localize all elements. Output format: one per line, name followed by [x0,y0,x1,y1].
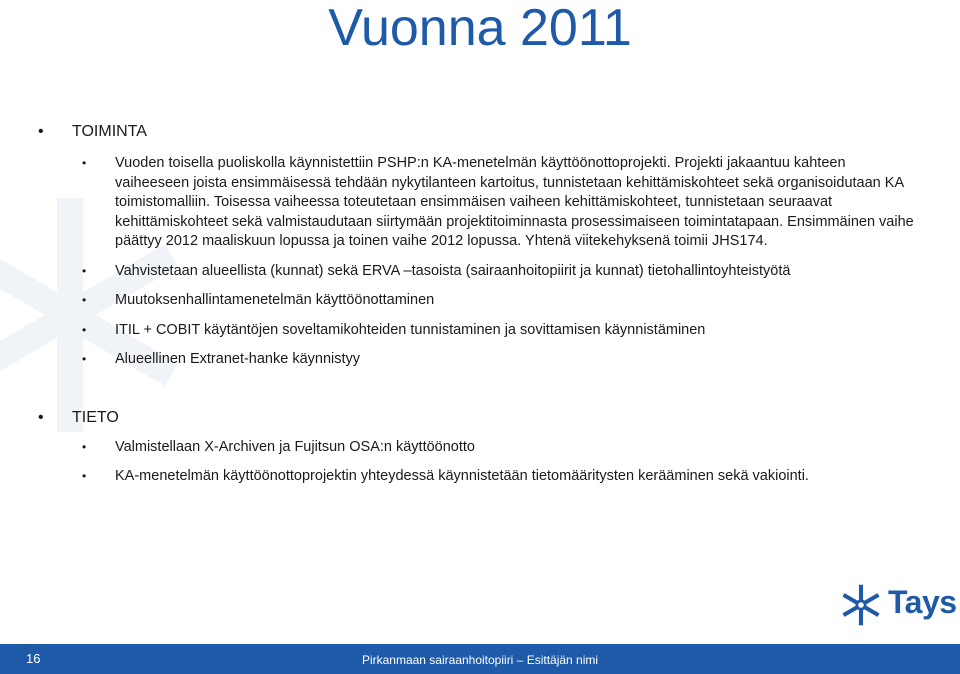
tays-logo [838,580,957,630]
list-item [38,291,918,311]
list-item-text: Muutoksenhallintamenetelmän käyttöönottaminen [115,292,435,308]
bullet: • [82,322,87,337]
list-item [38,350,918,370]
bullet: • [82,352,87,366]
footer-bar [0,644,960,674]
bullet: • [38,408,44,426]
list-item-text: Vahvistetaan alueellista (kunnat) sekä ERVA –tasoista (sairaanhoitopiirit ja kunnat) tietohallintoyhteistyötä [115,262,791,279]
logo-text: Tays [888,584,957,620]
bullet: • [82,263,87,278]
list-item-text: Alueellinen Extranet-hanke käynnistyy [115,351,361,367]
list-item-text: KA-menetelmän käyttöönottoprojektin yhteydessä käynnistetään tietomääritysten kerääminen sekä vakiointi. [115,468,809,484]
list-item [38,154,918,252]
list-item [38,467,918,487]
list-item-text: Valmistellaan X-Archiven ja Fujitsun OSA:n käyttöönotto [115,438,475,455]
section-heading-toiminta [38,122,918,142]
bullet: • [38,123,44,140]
slide-content [38,122,918,487]
page-number: 16 [26,651,41,666]
list-item [38,262,918,282]
section-heading-label: TIETO [72,408,119,426]
list-item-text: Vuoden toisella puoliskolla käynnistettiin PSHP:n KA-menetelmän käyttöönottoprojekti. Projekti jakaantuu kahteen vaiheeseen joista ensimmäisessä tehdään nykytilanteen kartoitus, tunnistetaan kehittämiskohteet sekä organisoidutaan KA toimistomalliin. Toisessa vaiheessa toteutetaan ensimmäisen vaiheen kehittämiskohteet, tunnistetaan seuraavat kehittämiskohteet sekä valmistaudutaan siirtymään projektitoiminnasta prosessimaiseen toimintatapaan. Ensimmäinen vaihe päättyy 2012 maaliskuun lopussa ja toinen vaihe 2012 lopussa. Yhtenä viitekehyksenä toimii JHS174. [115,155,914,249]
footer-text: Pirkanmaan sairaanhoitopiiri – Esittäjän nimi [361,653,599,667]
list-item [38,438,918,458]
bullet: • [82,293,87,307]
list-item-text: ITIL + COBIT käytäntöjen soveltamikohteiden tunnistaminen ja sovittamisen käynnistäminen [115,321,706,338]
section-heading-tieto [38,408,918,428]
bullet: • [82,439,87,454]
section-heading-label: TOIMINTA [72,123,147,140]
bullet: • [82,156,87,170]
list-item [38,321,918,341]
star-of-life-icon [838,582,884,628]
slide-title: Vuonna 2011 [328,0,632,57]
bullet: • [82,469,87,483]
